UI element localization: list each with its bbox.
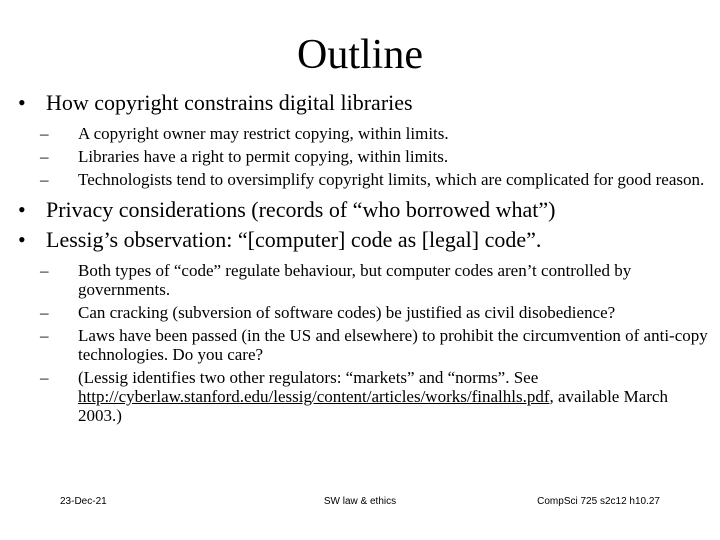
sub-bullet-text: Can cracking (subversion of software codes) be justified as civil disobedience? (78, 303, 616, 322)
dash-marker: – (40, 326, 49, 345)
dash-marker: – (40, 303, 49, 322)
sub-bullet (18, 261, 708, 299)
sub-bullet (18, 124, 708, 143)
sub-bullet-text: A copyright owner may restrict copying, within limits. (78, 124, 449, 143)
sub-bullet-text: Technologists tend to oversimplify copyright limits, which are complicated for good reason. (78, 170, 705, 189)
sub-bullet (18, 170, 708, 189)
footer-course: SW law & ethics (323, 496, 397, 507)
footer-slide-id: CompSci 725 s2c12 h10.27 (537, 496, 660, 507)
sub-bullet-text-before-link: (Lessig identifies two other regulators: “markets” and “norms”. See (78, 368, 539, 387)
dash-marker: – (40, 368, 49, 387)
sub-bullet (18, 368, 708, 425)
sub-bullet (18, 326, 708, 364)
finalhls-pdf-link[interactable]: http://cyberlaw.stanford.edu/lessig/content/articles/works/finalhls.pdf (78, 387, 550, 406)
sub-bullet-text: Libraries have a right to permit copying, within limits. (78, 147, 449, 166)
bullet-marker: • (18, 90, 26, 115)
bullet-copyright (18, 90, 708, 116)
slide-body (18, 90, 708, 425)
sub-bullet-text: Laws have been passed (in the US and elsewhere) to prohibit the circumvention of anti-copy technologies. Do you care? (78, 326, 708, 364)
dash-marker: – (40, 124, 49, 143)
sub-bullet (18, 147, 708, 166)
slide-title: Outline (297, 32, 423, 78)
footer-date: 23-Dec-21 (60, 496, 107, 507)
sub-bullet (18, 303, 708, 322)
bullet-text: Lessig’s observation: “[computer] code as [legal] code”. (46, 227, 542, 252)
bullet-lessig (18, 227, 708, 253)
dash-marker: – (40, 261, 49, 280)
bullet-text: Privacy considerations (records of “who borrowed what”) (46, 197, 556, 222)
bullet-marker: • (18, 227, 26, 252)
dash-marker: – (40, 147, 49, 166)
bullet-privacy (18, 197, 708, 223)
bullet-text: How copyright constrains digital libraries (46, 90, 413, 115)
sub-bullet-text-after-link: , available March 2003.) (78, 387, 668, 425)
sub-bullet-text: Both types of “code” regulate behaviour, but computer codes aren’t controlled by governments. (78, 261, 632, 299)
dash-marker: – (40, 170, 49, 189)
bullet-marker: • (18, 197, 26, 222)
